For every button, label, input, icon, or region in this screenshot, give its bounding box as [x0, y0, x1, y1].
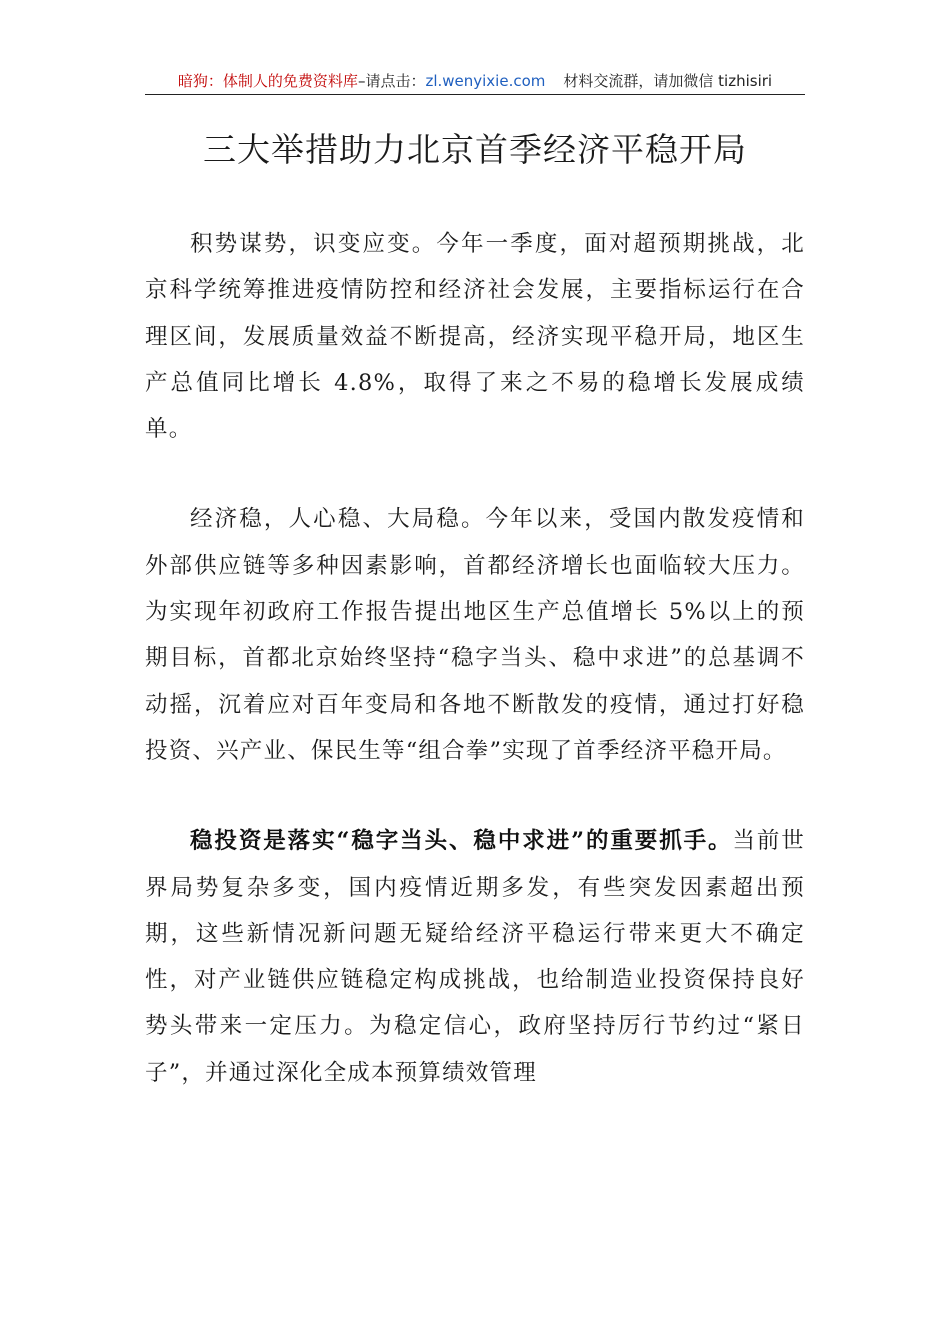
site-label: 暗狗：体制人的免费资料库 — [177, 72, 358, 90]
paragraph-3-lead: 稳投资是落实“稳字当头、稳中求进”的重要抓手。 — [190, 828, 733, 855]
paragraph-2: 经济稳，人心稳、大局稳。今年以来，受国内散发疫情和外部供应链等多种因素影响，首都经济增长也面临较大压力。为实现年初政府工作报告提出地区生产总值增长 5%以上的预期目标，首都北京始终坚持“稳字当头、稳中求进”的总基调不动摇，沉着应对百年变局和各地不断散发的疫情，通过打好稳投资、兴产业、保民生等“组合拳”实现了首季经济平稳开局。 — [145, 506, 805, 764]
click-prompt: –请点击： — [357, 72, 426, 90]
site-link[interactable]: zl.wenyixie.com — [425, 72, 546, 90]
paragraph-1: 积势谋势，识变应变。今年一季度，面对超预期挑战，北京科学统筹推进疫情防控和经济社会发展，主要指标运行在合理区间，发展质量效益不断提高，经济实现平稳开局，地区生产总值同比增长 4.8%，取得了来之不易的稳增长发展成绩单。 — [145, 231, 805, 443]
paragraph-3-text: 当前世界局势复杂多变，国内疫情近期多发，有些突发因素超出预期，这些新情况新问题无疑给经济平稳运行带来更大不确定性，对产业链供应链稳定构成挑战，也给制造业投资保持良好势头带来一定压力。为稳定信心，政府坚持厉行节约过“紧日子”，并通过深化全成本预算绩效管理 — [145, 828, 805, 1086]
document-body — [145, 221, 805, 1140]
contact-text: 材料交流群，请加微信 tizhisiri — [563, 72, 773, 90]
document-title: 三大举措助力北京首季经济平稳开局 — [203, 130, 747, 169]
page-header — [145, 70, 805, 95]
paragraph-3 — [145, 818, 805, 1096]
